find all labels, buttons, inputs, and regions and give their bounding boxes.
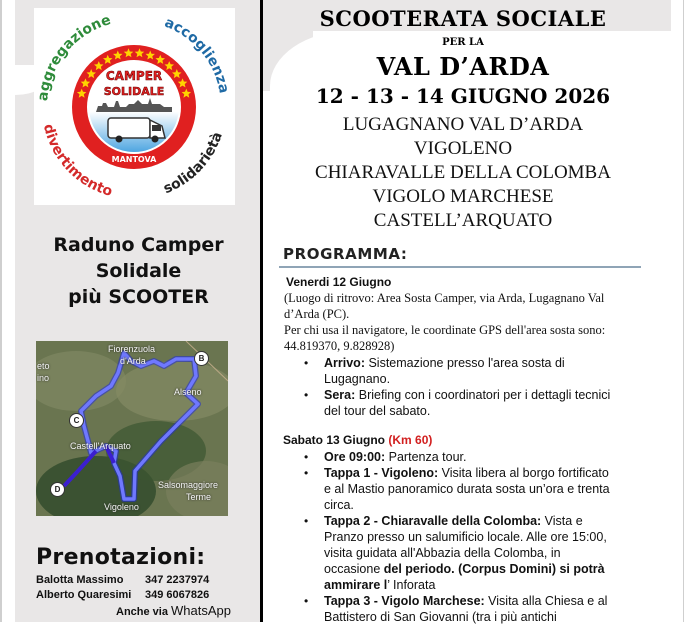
- saturday-distance: (Km 60): [388, 433, 433, 447]
- logo-camper-text: CAMPER: [105, 69, 163, 83]
- whatsapp-prefix: Anche via: [116, 606, 168, 618]
- program-item: [294, 355, 644, 387]
- whatsapp-note: [116, 603, 231, 620]
- contact-phone[interactable]: 347 2237974: [145, 574, 210, 586]
- item-label: Tappa 3 - Vigolo Marchese:: [324, 594, 485, 608]
- item-text: Briefing con i coordinatori per i dettagli tecnici: [358, 388, 611, 402]
- detail-line: (Luogo di ritrovo: Area Sosta Camper, via Arda, Lugagnano Val: [284, 291, 605, 305]
- item-label: Tappa 1 - Vigoleno:: [324, 466, 439, 480]
- item-text: visita guidata all'Abbazia della Colomba, in: [324, 546, 561, 560]
- event-region: VAL D’ARDA: [376, 52, 550, 81]
- subtitle-line: Solidale: [95, 260, 182, 282]
- place-item: CHIARAVALLE DELLA COLOMBA: [315, 162, 611, 183]
- gps-coordinates: 44.819370, 9.828928): [284, 339, 395, 353]
- contact-row: [36, 589, 209, 602]
- left-panel: [0, 0, 262, 622]
- day-heading-saturday: [283, 433, 432, 447]
- page-edge: [683, 0, 684, 622]
- reservations-title: Prenotazioni:: [36, 545, 206, 570]
- map-label-fiorenzuola: Fiorenzuola: [108, 344, 156, 354]
- subtitle-line: più SCOOTER: [68, 286, 209, 308]
- map-marker-b: B: [194, 351, 209, 366]
- place-item: LUGAGNANO VAL D’ARDA: [342, 114, 584, 135]
- item-text: Lugagnano.: [324, 372, 391, 386]
- item-label: Sera:: [324, 388, 356, 402]
- detail-line: Per chi usa il navigatore, le coordinate GPS dell'area sosta sono:: [284, 323, 606, 337]
- route-map: [36, 341, 228, 516]
- program-item: [294, 593, 644, 625]
- item-text-bold: ammirare l: [324, 578, 388, 592]
- map-label-edge: ino: [37, 373, 50, 383]
- item-text: occasione: [324, 562, 384, 576]
- map-label-vigoleno: Vigoleno: [104, 502, 139, 512]
- item-text: Vista e: [544, 514, 583, 528]
- map-label-salsomaggiore: Salsomaggiore: [158, 480, 219, 490]
- map-marker-d: D: [50, 482, 65, 497]
- item-text: Pranzo presso un salumificio locale. Alle ore 15:00,: [324, 530, 607, 544]
- item-text: Partenza tour.: [388, 450, 467, 464]
- contact-row: [36, 574, 209, 587]
- camper-solidale-logo: [34, 8, 235, 205]
- item-text: Visita libera al borgo fortificato: [441, 466, 609, 480]
- item-text: Visita alla Chiesa e al: [488, 594, 608, 608]
- ring-word-aggregazione: aggregazione: [35, 12, 113, 102]
- map-label-darda: d'Arda: [120, 356, 146, 366]
- ring-word-accoglienza: accoglienza: [162, 14, 232, 95]
- detail-line: d’Arda (PC).: [284, 307, 350, 321]
- item-text: ’ Inforata: [387, 578, 436, 592]
- item-text: del tour del sabato.: [324, 404, 431, 418]
- map-label-edge: eto: [37, 361, 50, 371]
- place-item: VIGOLO MARCHESE: [372, 186, 554, 207]
- program-item: [294, 387, 644, 419]
- contact-phone[interactable]: 349 6067826: [145, 589, 210, 601]
- subtitle-line: Raduno Camper: [53, 234, 224, 256]
- logo-solidale-text: SOLIDALE: [103, 85, 165, 98]
- contact-name: Alberto Quaresimi: [36, 589, 132, 601]
- item-text: Sistemazione presso l'area sosta di: [368, 356, 565, 370]
- logo-graphic: [34, 8, 235, 205]
- logo-mantova-text: MANTOVA: [111, 155, 157, 164]
- place-item: CASTELL’ARQUATO: [373, 210, 553, 231]
- program-title-underline: [279, 266, 641, 268]
- item-text: Battistero di San Giovanni (tra i più antichi: [324, 610, 557, 624]
- friday-program-list: [294, 355, 644, 419]
- page-edge: [0, 0, 2, 622]
- ring-word-solidarieta: solidarietà: [161, 130, 226, 198]
- map-label-alseno: Alseno: [174, 387, 202, 397]
- event-dates: 12 - 13 - 14 GIUGNO 2026: [315, 84, 611, 108]
- saturday-label: Sabato 13 Giugno: [283, 433, 386, 447]
- item-label: Ore 09:00:: [324, 450, 386, 464]
- item-label: Tappa 2 - Chiaravalle della Colomba:: [324, 514, 542, 528]
- ring-word-divertimento: divertimento: [39, 122, 115, 201]
- saturday-program-list: [294, 449, 644, 625]
- program-item: [294, 513, 644, 593]
- event-title: SCOOTERATA SOCIALE: [319, 6, 607, 31]
- place-item: VIGOLENO: [413, 138, 513, 159]
- map-label-castellarquato: Castell'Arquato: [70, 441, 131, 451]
- whatsapp-label: WhatsApp: [171, 603, 232, 618]
- item-text-bold: del periodo. (Corpus Domini) si potrà: [383, 562, 605, 576]
- friday-meeting-details: [284, 290, 644, 354]
- contact-name: Balotta Massimo: [36, 574, 124, 586]
- item-label: Arrivo:: [324, 356, 365, 370]
- item-text: e al Mastio panoramico durata sosta un’ora e trenta: [324, 482, 610, 496]
- program-title: PROGRAMMA:: [283, 245, 408, 263]
- day-heading-friday: Venerdi 12 Giugno: [286, 275, 392, 289]
- event-title-connector: PER LA: [442, 37, 484, 48]
- map-marker-c: C: [69, 413, 84, 428]
- map-label-terme: Terme: [186, 492, 212, 502]
- item-text: circa.: [324, 498, 354, 512]
- places-list: [263, 113, 663, 233]
- program-item: [294, 449, 644, 465]
- program-item: [294, 465, 644, 513]
- event-subtitle: [15, 232, 262, 310]
